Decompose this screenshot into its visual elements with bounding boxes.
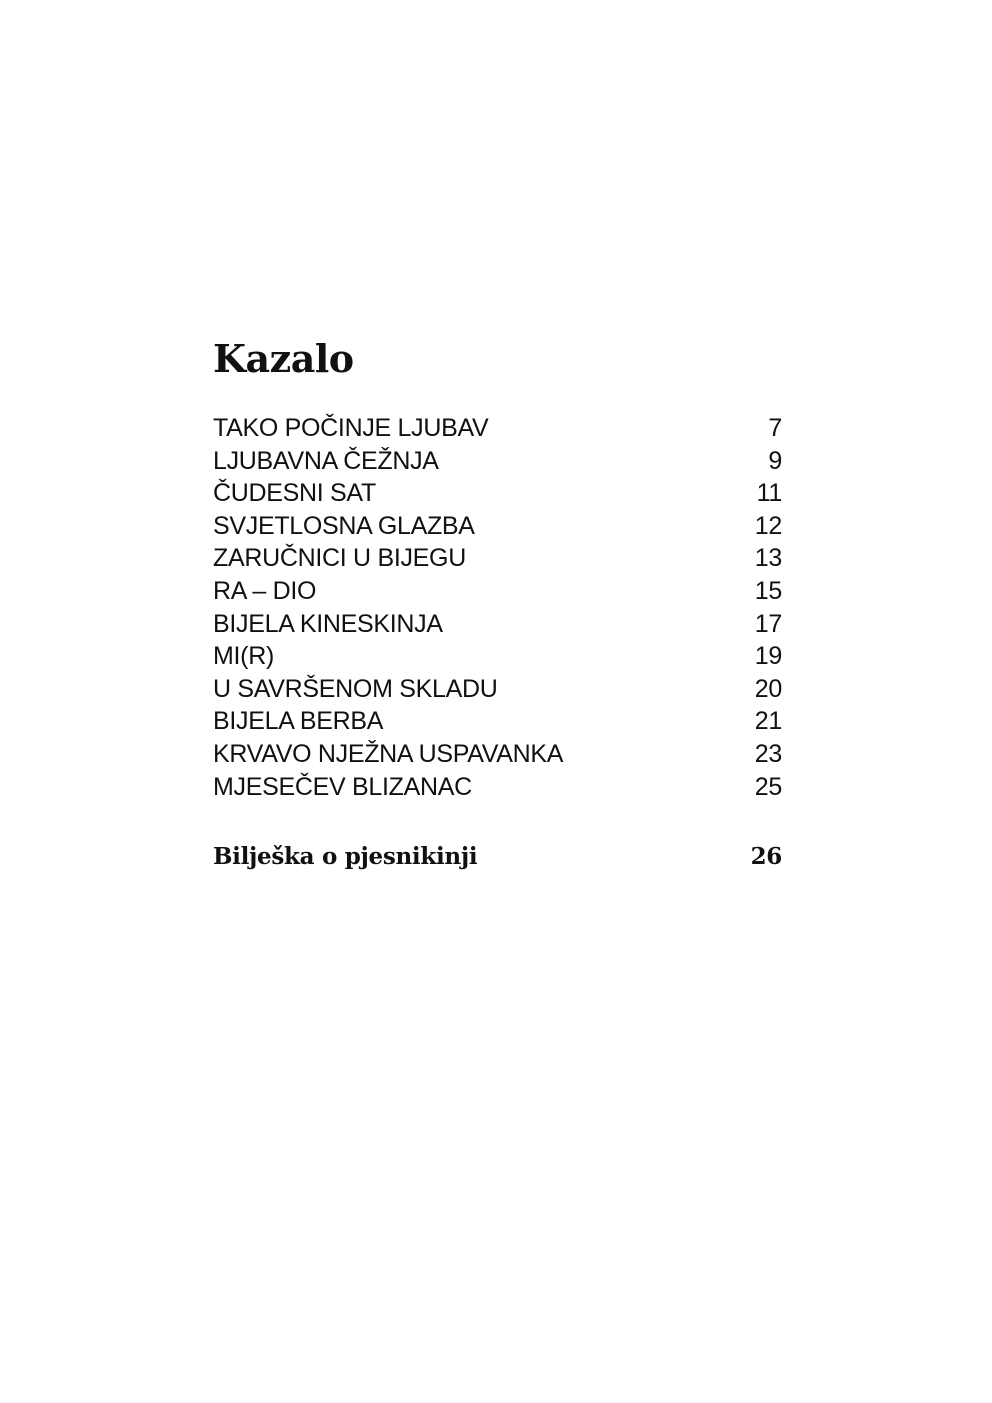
toc-entry-title: BIJELA BERBA <box>213 707 384 736</box>
toc-entry-title: KRVAVO NJEŽNA USPAVANKA <box>213 739 564 768</box>
toc-entry-title: TAKO POČINJE LJUBAV <box>213 414 489 442</box>
toc-entry-title: RA – DIO <box>213 576 317 605</box>
table-of-contents <box>213 412 782 803</box>
toc-entry-page: 23 <box>754 739 782 768</box>
toc-entry-title: SVJETLOSNA GLAZBA <box>213 511 475 540</box>
toc-entry-title: ZARUČNICI U BIJEGU <box>213 544 466 573</box>
toc-entry <box>213 412 782 445</box>
toc-entry-title: MI(R) <box>213 642 274 671</box>
toc-entry <box>213 575 782 608</box>
toc-entry-title: LJUBAVNA ČEŽNJA <box>213 446 439 475</box>
toc-entry-page: 21 <box>754 707 782 736</box>
toc-entry-page: 20 <box>754 674 782 703</box>
toc-entry <box>213 673 782 706</box>
toc-entry <box>213 542 782 575</box>
toc-entry-page: 13 <box>754 544 782 573</box>
toc-entry <box>213 771 782 804</box>
toc-entry <box>213 477 782 510</box>
toc-entry-page: 12 <box>754 511 782 540</box>
toc-entry-page: 19 <box>754 642 782 671</box>
toc-entry <box>213 445 782 478</box>
toc-entry <box>213 608 782 641</box>
toc-entry-title: BIJELA KINESKINJA <box>213 609 443 638</box>
toc-entry <box>213 510 782 543</box>
toc-entry-page: 15 <box>754 576 782 605</box>
toc-entry-page: 17 <box>754 609 782 638</box>
toc-entry-page: 7 <box>768 414 782 442</box>
toc-entry <box>213 738 782 771</box>
toc-entry-page: 25 <box>754 772 782 801</box>
toc-entry-title: MJESEČEV BLIZANAC <box>213 772 472 801</box>
toc-entry-title: U SAVRŠENOM SKLADU <box>213 674 498 703</box>
toc-entry <box>213 640 782 673</box>
toc-note-entry <box>213 840 782 874</box>
toc-note-page: 26 <box>750 843 782 870</box>
toc-note-title: Bilješka o pjesnikinji <box>213 843 478 870</box>
page-title: Kazalo <box>213 336 354 381</box>
toc-entry-title: ČUDESNI SAT <box>213 479 376 508</box>
toc-entry-page: 9 <box>768 446 782 475</box>
toc-entry-page: 11 <box>756 479 782 508</box>
toc-entry <box>213 705 782 738</box>
